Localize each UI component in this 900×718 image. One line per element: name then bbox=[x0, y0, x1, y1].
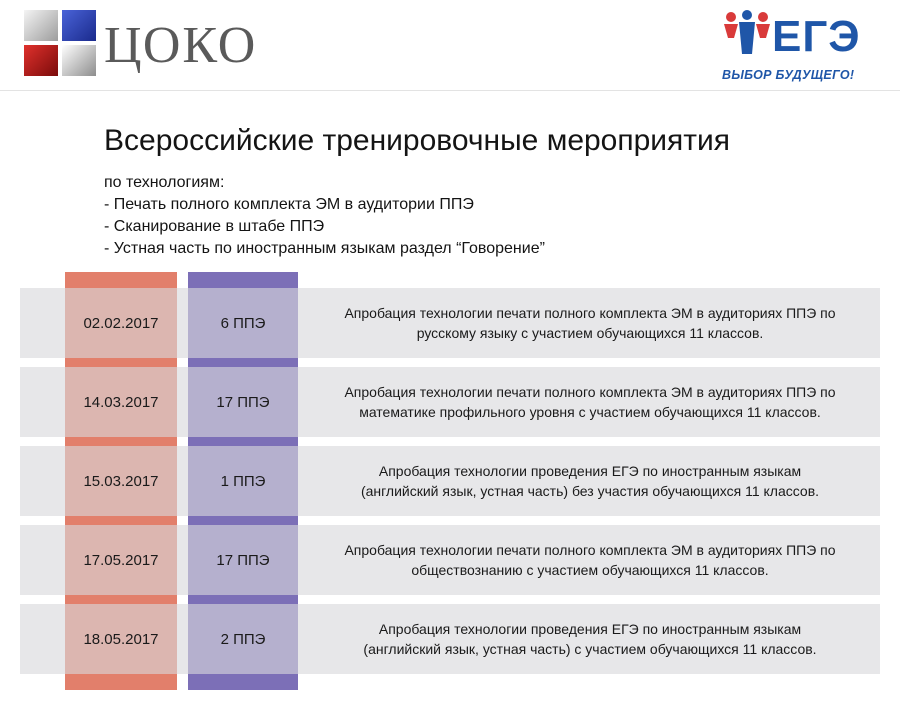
tsoko-logo-text: ЦОКО bbox=[104, 17, 258, 74]
row-ppe-count: 6 ППЭ bbox=[220, 314, 266, 332]
header-divider bbox=[0, 90, 900, 91]
row-description bbox=[305, 525, 875, 595]
table-row bbox=[20, 288, 880, 358]
subtitle-line: - Печать полного комплекта ЭМ в аудитории ППЭ bbox=[104, 196, 474, 213]
ege-logo bbox=[718, 8, 888, 86]
page-title: Всероссийские тренировочные мероприятия bbox=[104, 124, 731, 157]
description-line: Апробация технологии печати полного комплекта ЭМ в аудиториях ППЭ по bbox=[344, 384, 836, 400]
description-line: обществознанию с участием обучающихся 11 классов. bbox=[411, 562, 769, 578]
description-line: русскому языку с участием обучающихся 11 классов. bbox=[416, 325, 764, 341]
header bbox=[0, 0, 900, 90]
subtitle-line: по технологиям: bbox=[104, 174, 225, 191]
row-ppe-count: 2 ППЭ bbox=[220, 630, 266, 648]
description-line: (английский язык, устная часть) с участием обучающихся 11 классов. bbox=[363, 641, 817, 657]
description-line: Апробация технологии печати полного комплекта ЭМ в аудиториях ППЭ по bbox=[344, 542, 836, 558]
logo-square-silver bbox=[24, 10, 58, 41]
tsoko-logo bbox=[24, 10, 274, 76]
ege-people-icon bbox=[722, 8, 772, 58]
subtitle-line: - Устная часть по иностранным языкам раздел “Говорение” bbox=[104, 240, 545, 257]
description-line: Апробация технологии проведения ЕГЭ по иностранным языкам bbox=[378, 463, 802, 479]
table-row bbox=[20, 525, 880, 595]
table-row bbox=[20, 604, 880, 674]
row-ppe-count: 17 ППЭ bbox=[216, 393, 270, 411]
row-date: 02.02.2017 bbox=[83, 314, 159, 332]
row-description bbox=[305, 446, 875, 516]
description-line: математике профильного уровня с участием обучающихся 11 классов. bbox=[359, 404, 821, 420]
row-date: 17.05.2017 bbox=[83, 551, 159, 569]
row-date: 15.03.2017 bbox=[83, 472, 159, 490]
ege-logo-text: ЕГЭ bbox=[772, 12, 861, 61]
row-ppe-count: 17 ППЭ bbox=[216, 551, 270, 569]
row-description bbox=[305, 288, 875, 358]
logo-square-red bbox=[24, 45, 58, 76]
row-date: 14.03.2017 bbox=[83, 393, 159, 411]
description-line: (английский язык, устная часть) без участия обучающихся 11 классов. bbox=[360, 483, 820, 499]
row-ppe-count: 1 ППЭ bbox=[220, 472, 266, 490]
logo-square-blue bbox=[62, 10, 96, 41]
subtitle-list bbox=[104, 172, 545, 260]
tsoko-squares-icon bbox=[24, 10, 96, 74]
ege-slogan: ВЫБОР БУДУЩЕГО! bbox=[722, 68, 855, 82]
description-line: Апробация технологии печати полного комплекта ЭМ в аудиториях ППЭ по bbox=[344, 305, 836, 321]
table-row bbox=[20, 367, 880, 437]
row-date: 18.05.2017 bbox=[83, 630, 159, 648]
row-description bbox=[305, 367, 875, 437]
row-description bbox=[305, 604, 875, 674]
logo-square-silver bbox=[62, 45, 96, 76]
subtitle-line: - Сканирование в штабе ППЭ bbox=[104, 218, 325, 235]
description-line: Апробация технологии проведения ЕГЭ по иностранным языкам bbox=[378, 621, 802, 637]
table-row bbox=[20, 446, 880, 516]
